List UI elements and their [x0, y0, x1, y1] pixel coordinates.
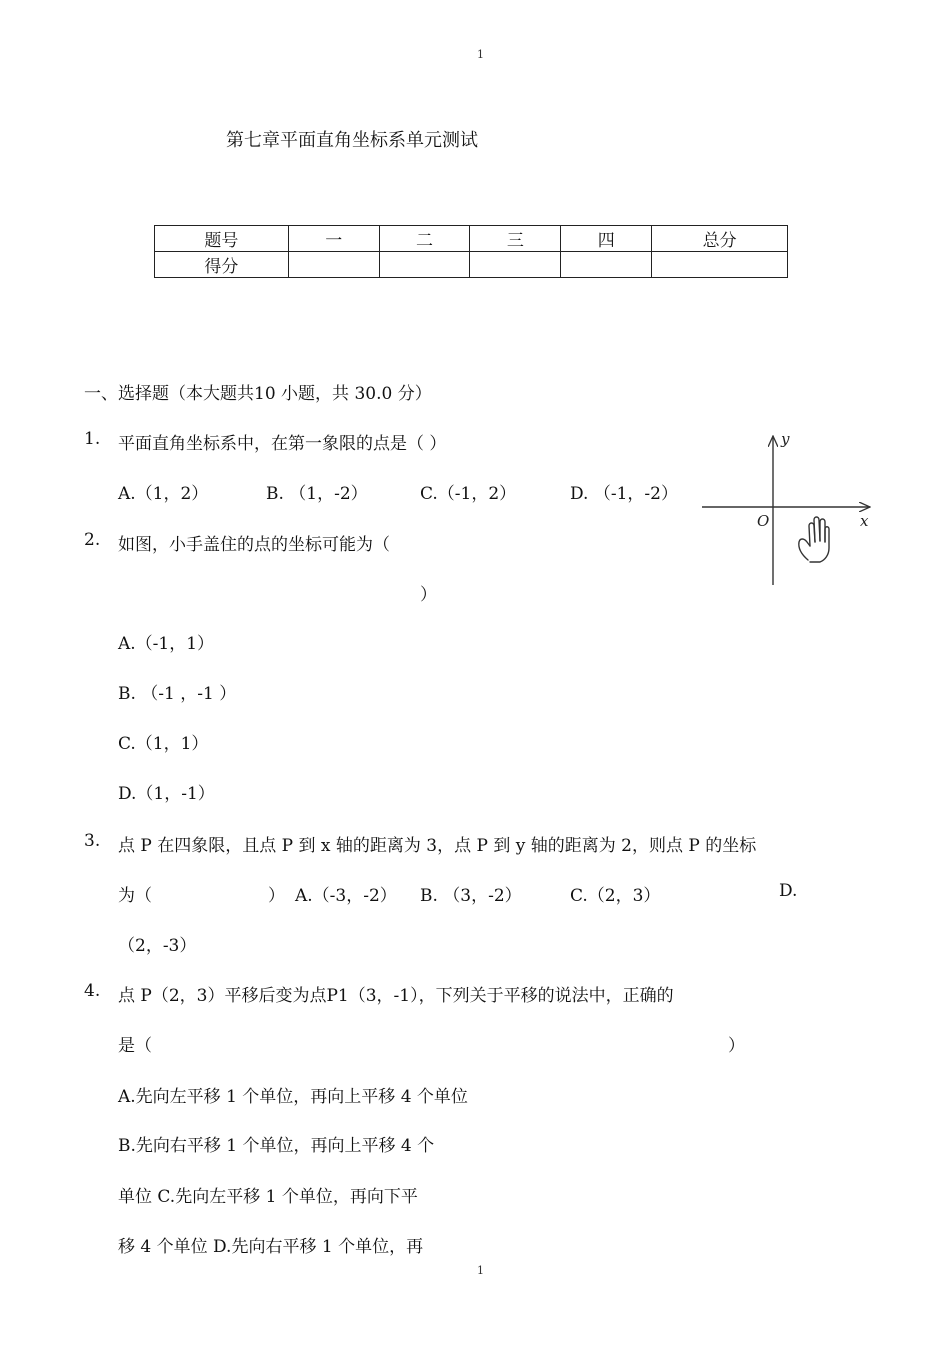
option-d: D.（1，-1）	[118, 784, 215, 804]
answer-paren-close: ）	[728, 1036, 745, 1056]
score-table-cell: 四	[561, 226, 652, 252]
page-number-bottom: 1	[477, 1264, 484, 1277]
option-line: B.先向右平移 1 个单位，再向上平移 4 个	[118, 1136, 435, 1156]
score-table-cell: 二	[379, 226, 470, 252]
question-text-continued: 是（	[118, 1036, 152, 1056]
score-table-cell: 一	[288, 226, 379, 252]
hand-icon	[799, 517, 829, 562]
score-input-cell[interactable]	[470, 252, 561, 278]
page-title: 第七章平面直角坐标系单元测试	[226, 130, 478, 151]
question-text: 点 P 在四象限，且点 P 到 x 轴的距离为 3，点 P 到 y 轴的距离为 2，则点 P 的坐标	[118, 836, 757, 856]
origin-label: O	[757, 512, 770, 530]
question-number: 3.	[84, 831, 101, 851]
option-d-value: （2，-3）	[118, 936, 197, 956]
page-number-top: 1	[477, 48, 484, 61]
score-table-score-row	[155, 252, 788, 278]
option-a: A.（1，2）	[118, 484, 209, 504]
score-table	[154, 225, 788, 278]
x-axis-label: x	[860, 512, 869, 530]
question-number: 2.	[84, 530, 101, 550]
answer-paren-close: ）	[420, 585, 437, 605]
option-line: 移 4 个单位 D.先向右平移 1 个单位，再	[118, 1237, 424, 1257]
score-input-cell[interactable]	[561, 252, 652, 278]
score-table-cell: 得分	[155, 252, 289, 278]
coordinate-figure	[700, 430, 880, 590]
option-c: C.（-1，2）	[420, 484, 517, 504]
question-text: 点 P（2，3）平移后变为点P1（3，-1），下列关于平移的说法中，正确的	[118, 986, 674, 1006]
option-d: D. （-1，-2）	[570, 484, 678, 504]
option-line: 单位 C.先向左平移 1 个单位，再向下平	[118, 1187, 418, 1207]
question-text: 如图，小手盖住的点的坐标可能为（	[118, 535, 390, 555]
score-table-cell: 三	[470, 226, 561, 252]
question-text: 平面直角坐标系中，在第一象限的点是（ ）	[118, 434, 447, 454]
option-a: A.（-1，1）	[118, 634, 215, 654]
score-table-cell: 题号	[155, 226, 289, 252]
y-axis-label: y	[781, 430, 790, 448]
score-input-cell[interactable]	[379, 252, 470, 278]
score-input-cell[interactable]	[652, 252, 788, 278]
option-c: C.（1，1）	[118, 734, 209, 754]
option-a: A.（-3，-2）	[295, 886, 397, 906]
question-text-continued: 为（	[118, 886, 152, 906]
option-b: B. （3，-2）	[420, 886, 522, 906]
score-table-cell: 总分	[652, 226, 788, 252]
option-d: D.	[779, 881, 798, 901]
option-b: B. （1，-2）	[266, 484, 368, 504]
option-c: C.（2，3）	[570, 886, 661, 906]
question-number: 1.	[84, 429, 101, 449]
option-b: B. （-1 ，-1 ）	[118, 684, 237, 704]
answer-paren-close: ）	[268, 886, 285, 906]
question-number: 4.	[84, 981, 101, 1001]
score-table-header-row	[155, 226, 788, 252]
score-input-cell[interactable]	[288, 252, 379, 278]
option-line: A.先向左平移 1 个单位，再向上平移 4 个单位	[118, 1087, 468, 1107]
section-heading: 一、选择题（本大题共10 小题，共 30.0 分）	[84, 384, 432, 404]
